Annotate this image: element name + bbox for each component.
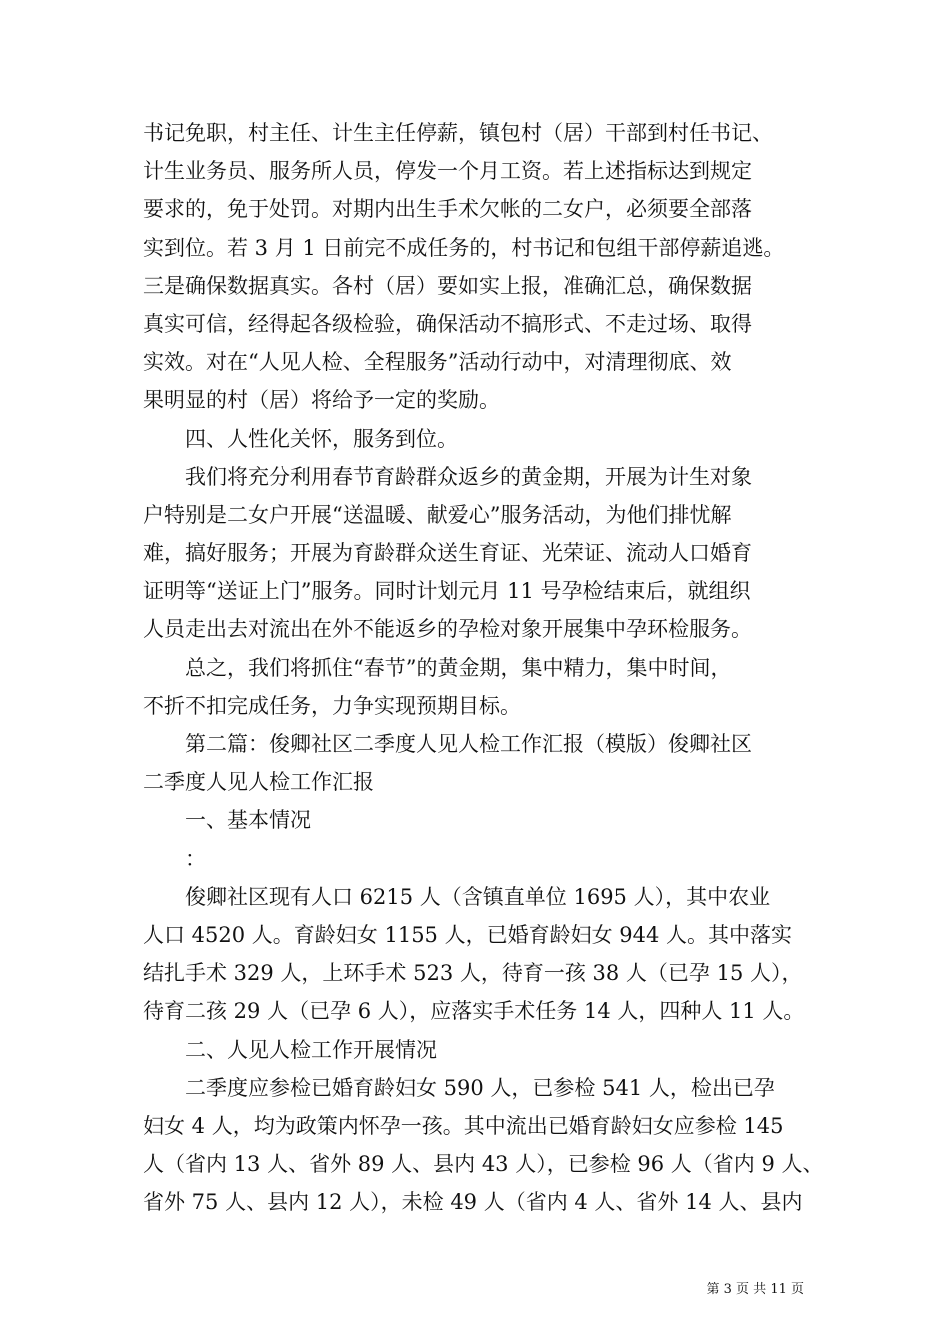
section-heading: 四、人性化关怀，服务到位。 — [185, 426, 458, 451]
text-line: 果明显的村（居）将给予一定的奖励。 — [143, 388, 500, 413]
text-line: 计生业务员、服务所人员，停发一个月工资。若上述指标达到规定 — [143, 159, 752, 184]
text-line: 人口 4520 人。育龄妇女 1155 人，已婚育龄妇女 944 人。其中落实 — [143, 922, 793, 947]
document-body — [143, 114, 824, 1221]
section-heading: 二、人见人检工作开展情况 — [185, 1037, 437, 1062]
text-line: 妇女 4 人，均为政策内怀孕一孩。其中流出已婚育龄妇女应参检 145 — [143, 1113, 784, 1138]
page-number-footer: 第 3 页 共 11 页 — [706, 1282, 804, 1297]
text-line: 真实可信，经得起各级检验，确保活动不搞形式、不走过场、取得 — [143, 311, 752, 336]
text-line: 俊卿社区现有人口 6215 人（含镇直单位 1695 人），其中农业 — [185, 884, 771, 909]
text-line: 人（省内 13 人、省外 89 人、县内 43 人），已参检 96 人（省内 9 人、 — [143, 1152, 824, 1177]
text-line: 人员走出去对流出在外不能返乡的孕检对象开展集中孕环检服务。 — [143, 617, 752, 642]
text-line: 三是确保数据真实。各村（居）要如实上报，准确汇总，确保数据 — [143, 273, 752, 298]
section-heading: 一、基本情况 — [185, 808, 311, 833]
text-line: 省外 75 人、县内 12 人），未检 49 人（省内 4 人、省外 14 人、县内 — [143, 1190, 803, 1215]
text-line: 难，搞好服务；开展为育龄群众送生育证、光荣证、流动人口婚育 — [143, 541, 752, 566]
text-line: 书记免职，村主任、计生主任停薪，镇包村（居）干部到村任书记、 — [143, 121, 773, 145]
text-line: ： — [185, 846, 206, 871]
text-line: 我们将充分利用春节育龄群众返乡的黄金期，开展为计生对象 — [185, 464, 752, 489]
text-line: 要求的，免于处罚。对期内出生手术欠帐的二女户，必须要全部落 — [143, 197, 752, 222]
text-line: 不折不扣完成任务，力争实现预期目标。 — [143, 693, 521, 718]
text-line: 待育二孩 29 人（已孕 6 人），应落实手术任务 14 人，四种人 11 人。 — [143, 999, 805, 1024]
text-line: 实效。对在“人见人检、全程服务”活动行动中，对清理彻底、效 — [143, 350, 732, 375]
text-line: 户特别是二女户开展“送温暖、献爱心”服务活动，为他们排忧解 — [143, 502, 732, 527]
text-line: 证明等“送证上门”服务。同时计划元月 11 号孕检结束后，就组织 — [143, 579, 751, 604]
chapter-title: 第二篇：俊卿社区二季度人见人检工作汇报（模版）俊卿社区 — [185, 732, 752, 756]
text-line: 实到位。若 3 月 1 日前完不成任务的，村书记和包组干部停薪追逃。 — [143, 235, 785, 260]
text-line: 结扎手术 329 人，上环手术 523 人，待育一孩 38 人（已孕 15 人）， — [143, 961, 803, 986]
chapter-title: 二季度人见人检工作汇报 — [143, 770, 374, 795]
text-line: 二季度应参检已婚育龄妇女 590 人，已参检 541 人，检出已孕 — [185, 1075, 775, 1100]
text-line: 总之，我们将抓住“春节”的黄金期，集中精力，集中时间， — [185, 655, 732, 680]
